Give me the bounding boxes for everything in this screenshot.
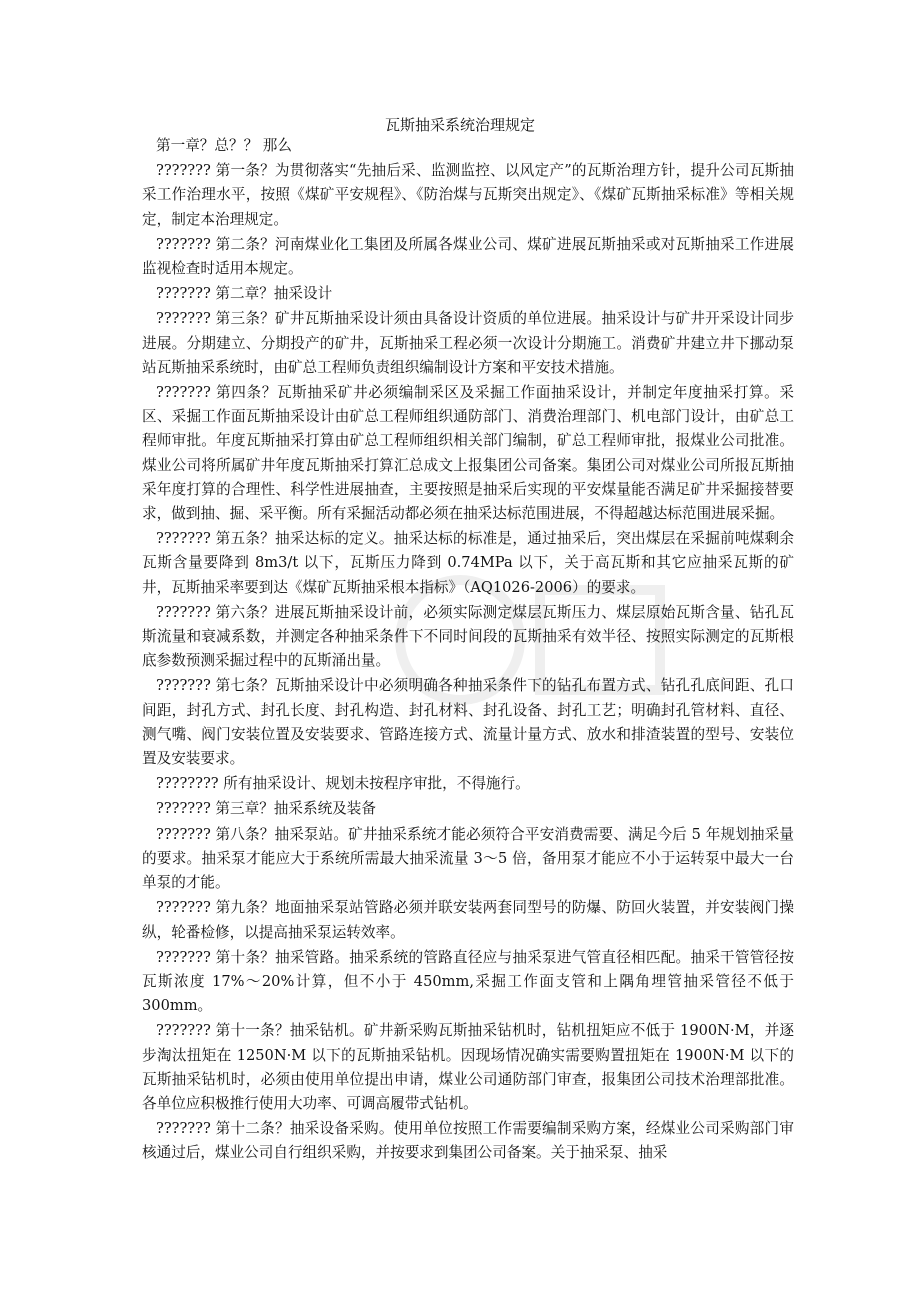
article-paragraph: ??????? 第七条？瓦斯抽采设计中必须明确各种抽采条件下的钻孔布置方式、钻孔孔底间距、孔口间距，封孔方式、封孔长度、封孔构造、封孔材料、封孔设备、封孔工艺；明确封孔管材料、直径、测气嘴、阀门安装位置及安装要求、管路连接方式、流量计量方式、放水和排渣装置的型号、安装位置及安装要求。: [142, 677, 794, 768]
article-paragraph: ??????? 第四条？瓦斯抽采矿井必须编制采区及采掘工作面抽采设计，并制定年度抽采打算。采区、采掘工作面瓦斯抽采设计由矿总工程师组织通防部门、消费治理部门、机电部门设计，由矿总工程师审批。年度瓦斯抽采打算由矿总工程师组织相关部门编制，矿总工程师审批，报煤业公司批准。煤业公司将所属矿井年度瓦斯抽采打算汇总成文上报集团公司备案。集团公司对煤业公司所报瓦斯抽采年度打算的合理性、科学性进展抽查，主要按照是抽采后实现的平安煤量能否满足矿井采掘接替要求，做到抽、掘、采平衡。所有采掘活动都必须在抽采达标范围进展，不得超越达标范围进展采掘。: [142, 384, 794, 523]
article-paragraph: ??????? 第一条？为贯彻落实“先抽后采、监测监控、以风定产”的瓦斯治理方针，提升公司瓦斯抽采工作治理水平，按照《煤矿平安规程》、《防治煤与瓦斯突出规定》、《煤矿瓦斯抽采标准》等相关规定，制定本治理规定。: [142, 162, 794, 228]
article-paragraph: ??????? 第九条？地面抽采泵站管路必须并联安装两套同型号的防爆、防回火装置，并安装阀门操纵，轮番检修，以提高抽采泵运转效率。: [142, 899, 794, 941]
article-paragraph: ??????? 第二条？河南煤业化工集团及所属各煤业公司、煤矿进展瓦斯抽采或对瓦斯抽采工作进展监视检查时适用本规定。: [142, 235, 794, 278]
article-paragraph: ??????? 第十一条？抽采钻机。矿井新采购瓦斯抽采钻机时，钻机扭矩应不低于 1900N·M，并逐步淘汰扭矩在 1250N·M 以下的瓦斯抽采钻机。因现场情况确实需要购置扭矩在 1900N·M 以下的瓦斯抽采钻机时，必须由使用单位提出申请，煤业公司通防部门审查，报集团公司技术治理部批准。各单位应积极推行使用大功率、可调高履带式钻机。: [142, 1022, 794, 1112]
document-title: 瓦斯抽采系统治理规定: [384, 116, 535, 134]
document-body: [142, 134, 794, 1166]
article-paragraph: ??????? 第十二条？抽采设备采购。使用单位按照工作需要编制采购方案，经煤业公司采购部门审核通过后，煤业公司自行组织采购，并按要求到集团公司备案。关于抽采泵、抽采: [142, 1120, 794, 1162]
chapter-heading: ??????? 第二章？抽采设计: [156, 285, 333, 303]
article-paragraph: ??????? 第十条？抽采管路。抽采系统的管路直径应与抽采泵进气管直径相匹配。抽采干管管径按瓦斯浓度 17%～20%计算，但不小于 450mm,采掘工作面支管和上隅角埋管抽采管径不低于 300mm。: [142, 948, 794, 1015]
article-paragraph: ??????? 第八条？抽采泵站。矿井抽采系统才能必须符合平安消费需要、满足今后 5 年规划抽采量的要求。抽采泵才能应大于系统所需最大抽采流量 3～5 倍，备用泵才能应不小于运转泵中最大一台单泵的才能。: [142, 825, 794, 892]
article-paragraph: ???????? 所有抽采设计、规划未按程序审批，不得施行。: [156, 775, 530, 793]
chapter-heading: 第一章？总？？ 那么: [156, 137, 292, 154]
article-paragraph: ??????? 第三条？矿井瓦斯抽采设计须由具备设计资质的单位进展。抽采设计与矿井开采设计同步进展。分期建立、分期投产的矿井，瓦斯抽采工程必须一次设计分期施工。消费矿井建立井下挪动泵站瓦斯抽采系统时，由矿总工程师负责组织编制设计方案和平安技术措施。: [142, 310, 794, 376]
article-paragraph: ??????? 第五条？抽采达标的定义。抽采达标的标准是，通过抽采后，突出煤层在采掘前吨煤剩余瓦斯含量要降到 8m3/t 以下，瓦斯压力降到 0.74MPa 以下，关于高瓦斯和其它应抽采瓦斯的矿井，瓦斯抽采率要到达《煤矿瓦斯抽采根本指标》（AQ1026-2006）的要求。: [142, 530, 794, 596]
chapter-heading: ??????? 第三章？抽采系统及装备: [156, 800, 376, 818]
article-paragraph: ??????? 第六条？进展瓦斯抽采设计前，必须实际测定煤层瓦斯压力、煤层原始瓦斯含量、钻孔瓦斯流量和衰减系数，并测定各种抽采条件下不同时间段的瓦斯抽采有效半径、按照实际测定的瓦斯根底参数预测采掘过程中的瓦斯涌出量。: [142, 603, 794, 670]
